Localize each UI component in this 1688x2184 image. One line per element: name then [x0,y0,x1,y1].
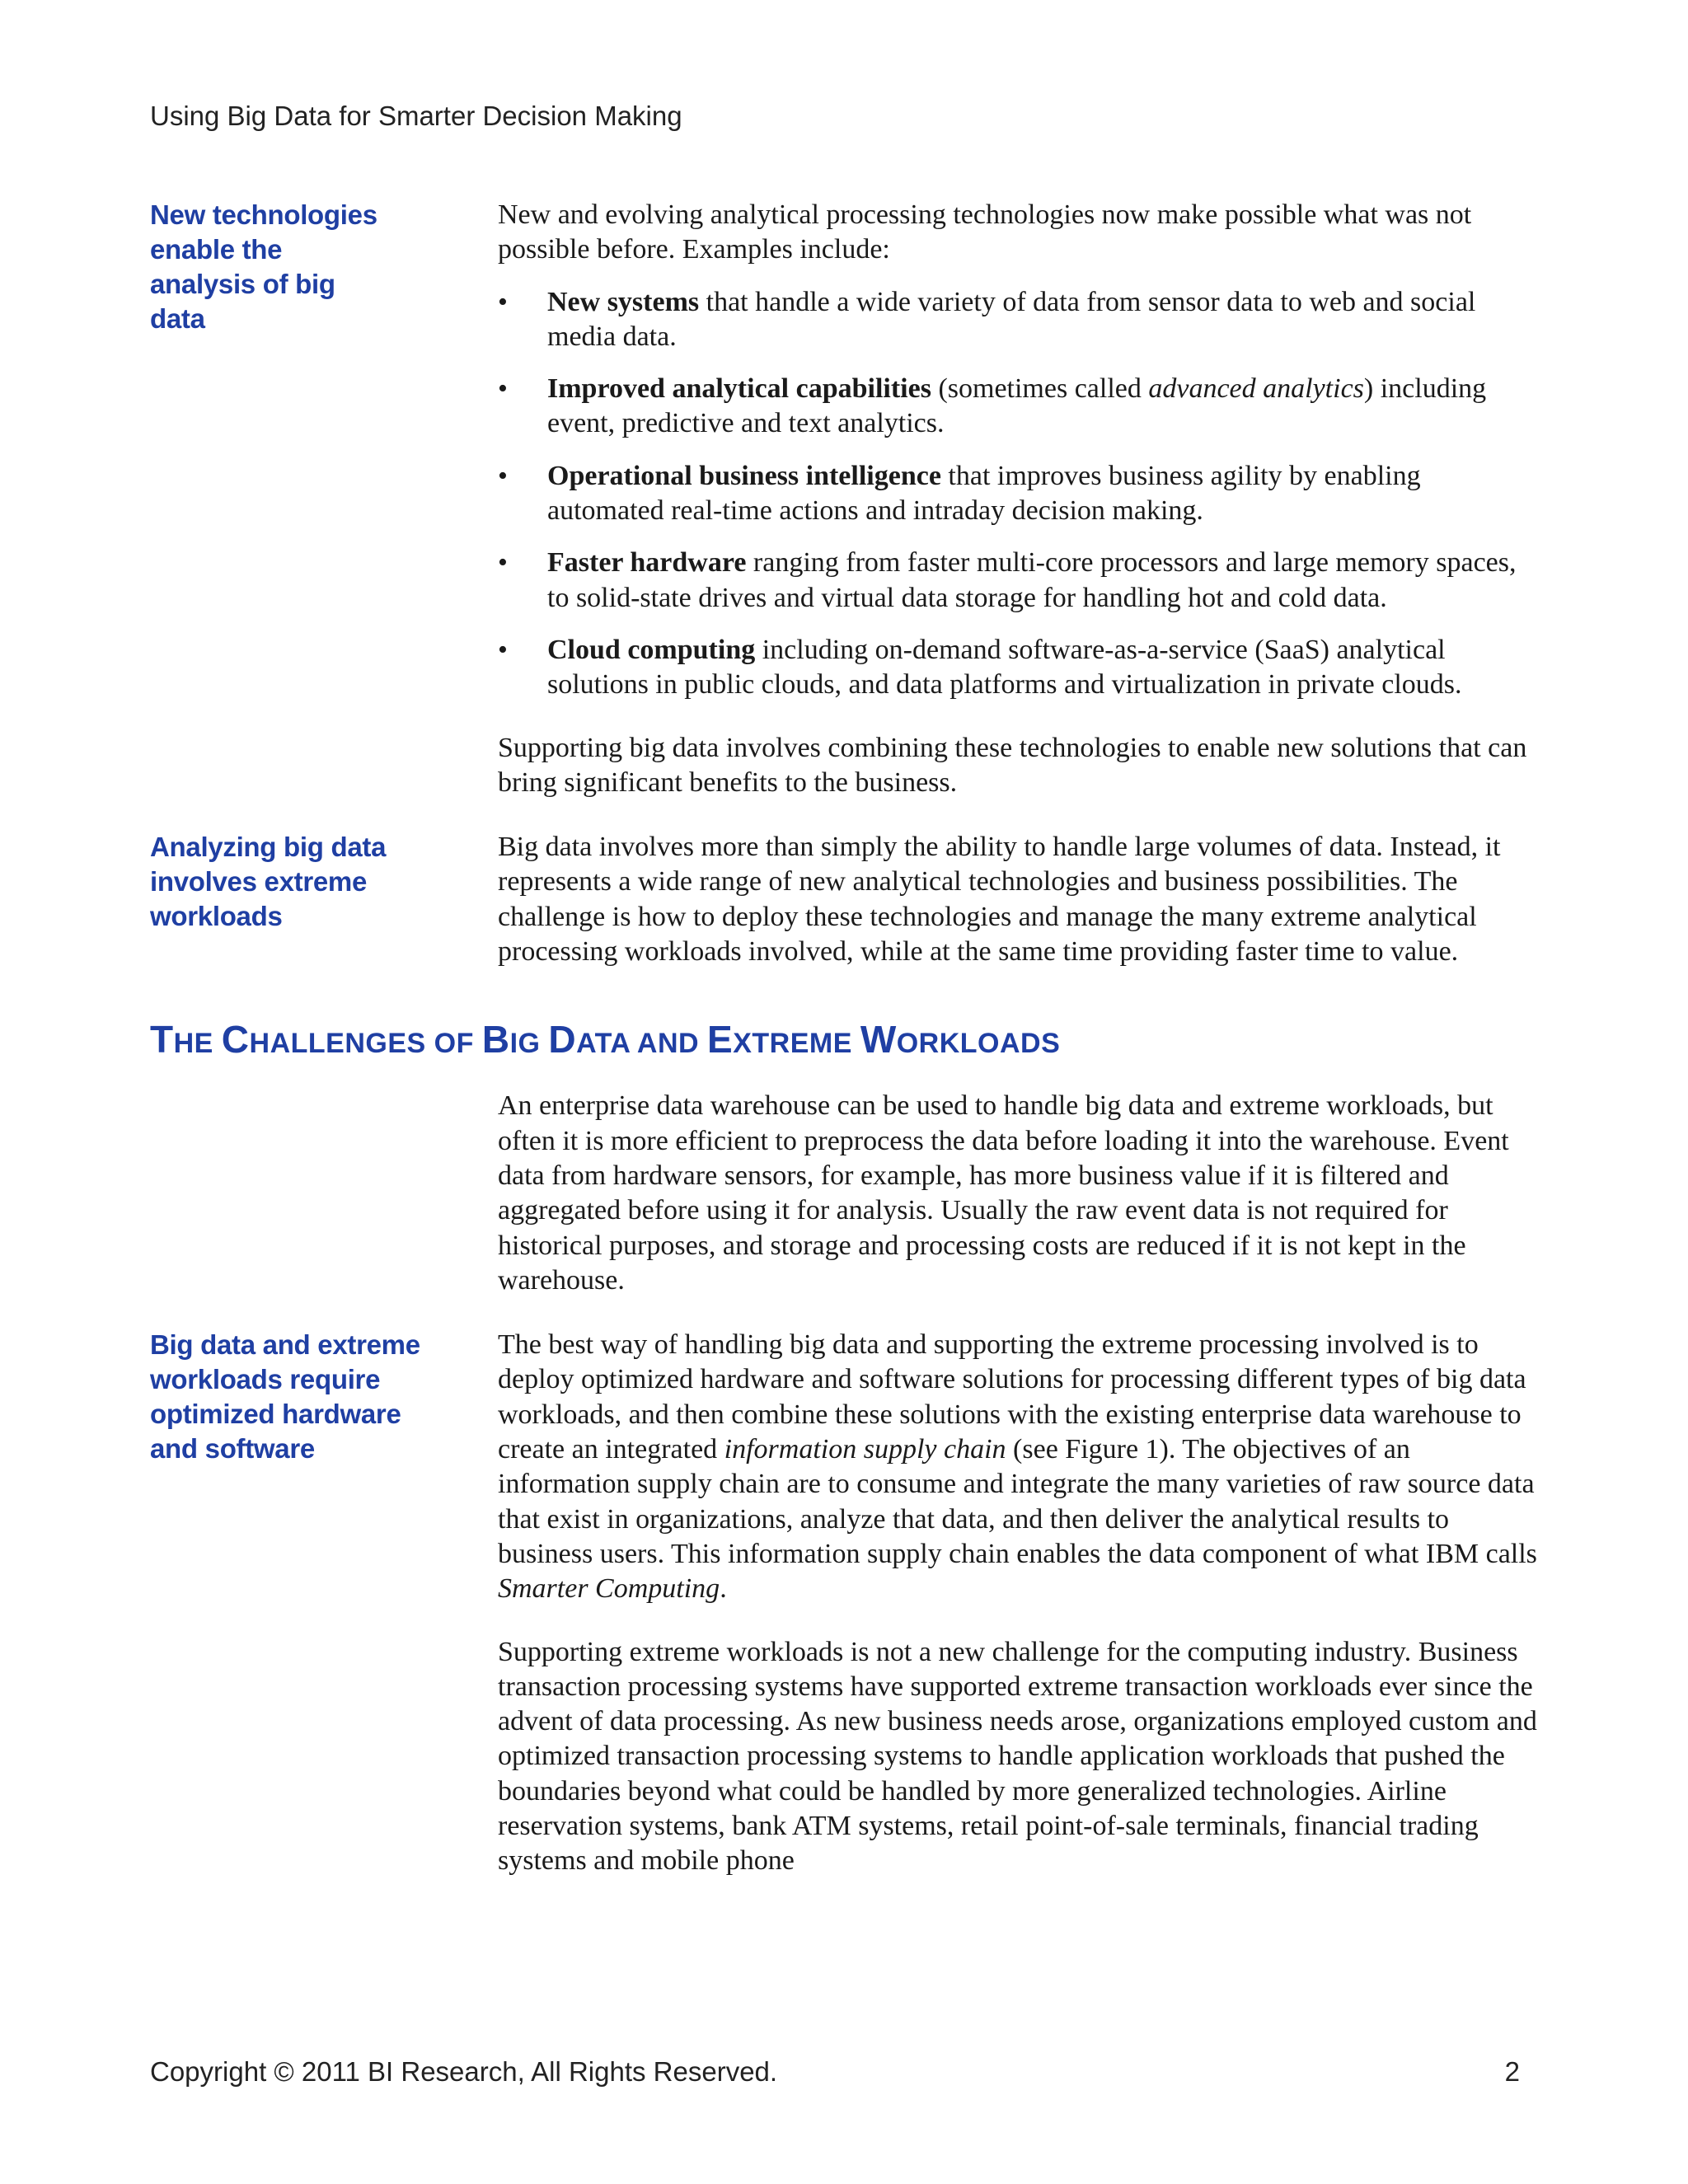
page-number: 2 [1504,2056,1520,2087]
bullet-glyph: • [498,373,508,405]
list-item [498,633,1543,703]
body-column [498,198,1543,800]
body-column [498,1089,1543,1298]
list-item [498,372,1543,442]
list-item-text: that handle a wide variety of data from sensor data to web and social media data. [547,286,1476,352]
body-paragraph: The best way of handling big data and supporting the extreme processing involved is to deploy optimized hardware and software solutions for processing different types of big data workloads, and then combine these solutions with the existing enterprise data warehouse to create an integrated information supply chain (see Figure 1). The objectives of an information supply chain are to consume and integrate the many varieties of raw source data that exist in organizations, analyze that data, and then deliver the analytical results to business users. This information supply chain enables the data component of what IBM calls Smarter Computing. [498,1329,1537,1605]
intro-paragraph: New and evolving analytical processing technologies now make possible what was not possible before. Examples include: [498,199,1472,265]
section-heading: THE CHALLENGES OF BIG DATA AND EXTREME WORKLOADS [150,1018,1061,1062]
list-item [498,459,1543,529]
technology-list [498,285,1543,703]
list-item-term: Faster hardware [547,547,747,579]
body-paragraph: An enterprise data warehouse can be used to handle big data and extreme workloads, but often it is more efficient to preprocess the data before loading it into the warehouse. Event data from hardware sensors, for example, has more business value if it is filtered and aggregated before using it for analysis. Usually the raw event data is not required for historical purposes, and storage and processing costs are reduced if it is not kept in the warehouse. [498,1090,1509,1296]
list-item-term: New systems [547,286,700,317]
page-content [150,198,1543,1879]
list-item-text: ) including event, predictive and text analytics. [547,373,1487,439]
emphasis: information supply chain [724,1434,1006,1465]
section-optimized-hardware [150,1328,1543,1878]
closing-paragraph: Supporting big data involves combining these technologies to enable new solutions that can bring significant benefits to the business. [498,732,1527,798]
list-item-term: Cloud computing [547,634,756,665]
list-item [498,285,1543,355]
bullet-glyph: • [498,460,508,491]
running-header: Using Big Data for Smarter Decision Making [150,101,682,131]
margin-note-optimized-hardware: Big data and extreme workloads require optimized hardware and software [150,1329,420,1465]
emphasis: Smarter Computing [498,1573,720,1605]
section-new-technologies [150,198,1543,800]
list-item [498,546,1543,616]
list-item-text: including on-demand software-as-a-service (SaaS) analytical solutions in public clouds, and data platforms and virtualization in private clouds. [547,634,1462,701]
bullet-glyph: • [498,286,508,317]
list-item-term: Improved analytical capabilities [547,373,931,405]
margin-note-extreme-workloads: Analyzing big data involves extreme workloads [150,832,387,932]
list-item-text: that improves business agility by enabling automated real-time actions and intraday decision making. [547,460,1421,527]
bullet-glyph: • [498,547,508,579]
body-column [498,1328,1543,1878]
section-warehouse [150,1089,1543,1298]
body-column [498,830,1543,969]
footer-copyright: Copyright © 2011 BI Research, All Rights Reserved. [150,2056,778,2087]
section-extreme-workloads [150,830,1543,969]
body-paragraph: Big data involves more than simply the ability to handle large volumes of data. Instead, it represents a wide range of new analytical technologies and business possibilities. The challenge is how to deploy these technologies and manage the many extreme analytical processing workloads involved, while at the same time providing faster time to value. [498,832,1501,968]
bullet-glyph: • [498,634,508,665]
list-item-text: (sometimes called [931,373,1149,405]
margin-note-new-technologies: New technologies enable the analysis of big data [150,199,377,334]
list-item-text: ranging from faster multi-core processors and large memory spaces, to solid-state drives and virtual data storage for handling hot and cold data. [547,547,1517,613]
list-item-emphasis: advanced analytics [1148,373,1364,405]
list-item-term: Operational business intelligence [547,460,941,491]
body-paragraph: Supporting extreme workloads is not a new challenge for the computing industry. Business transaction processing systems have supported extreme transaction workloads ever since the advent of data processing. As new business needs arose, organizations employed custom and optimized transaction processing systems to handle application workloads that pushed the boundaries beyond what could be handled by more generalized technologies. Airline reservation systems, bank ATM systems, retail point-of-sale terminals, financial trading systems and mobile phone [498,1636,1537,1877]
